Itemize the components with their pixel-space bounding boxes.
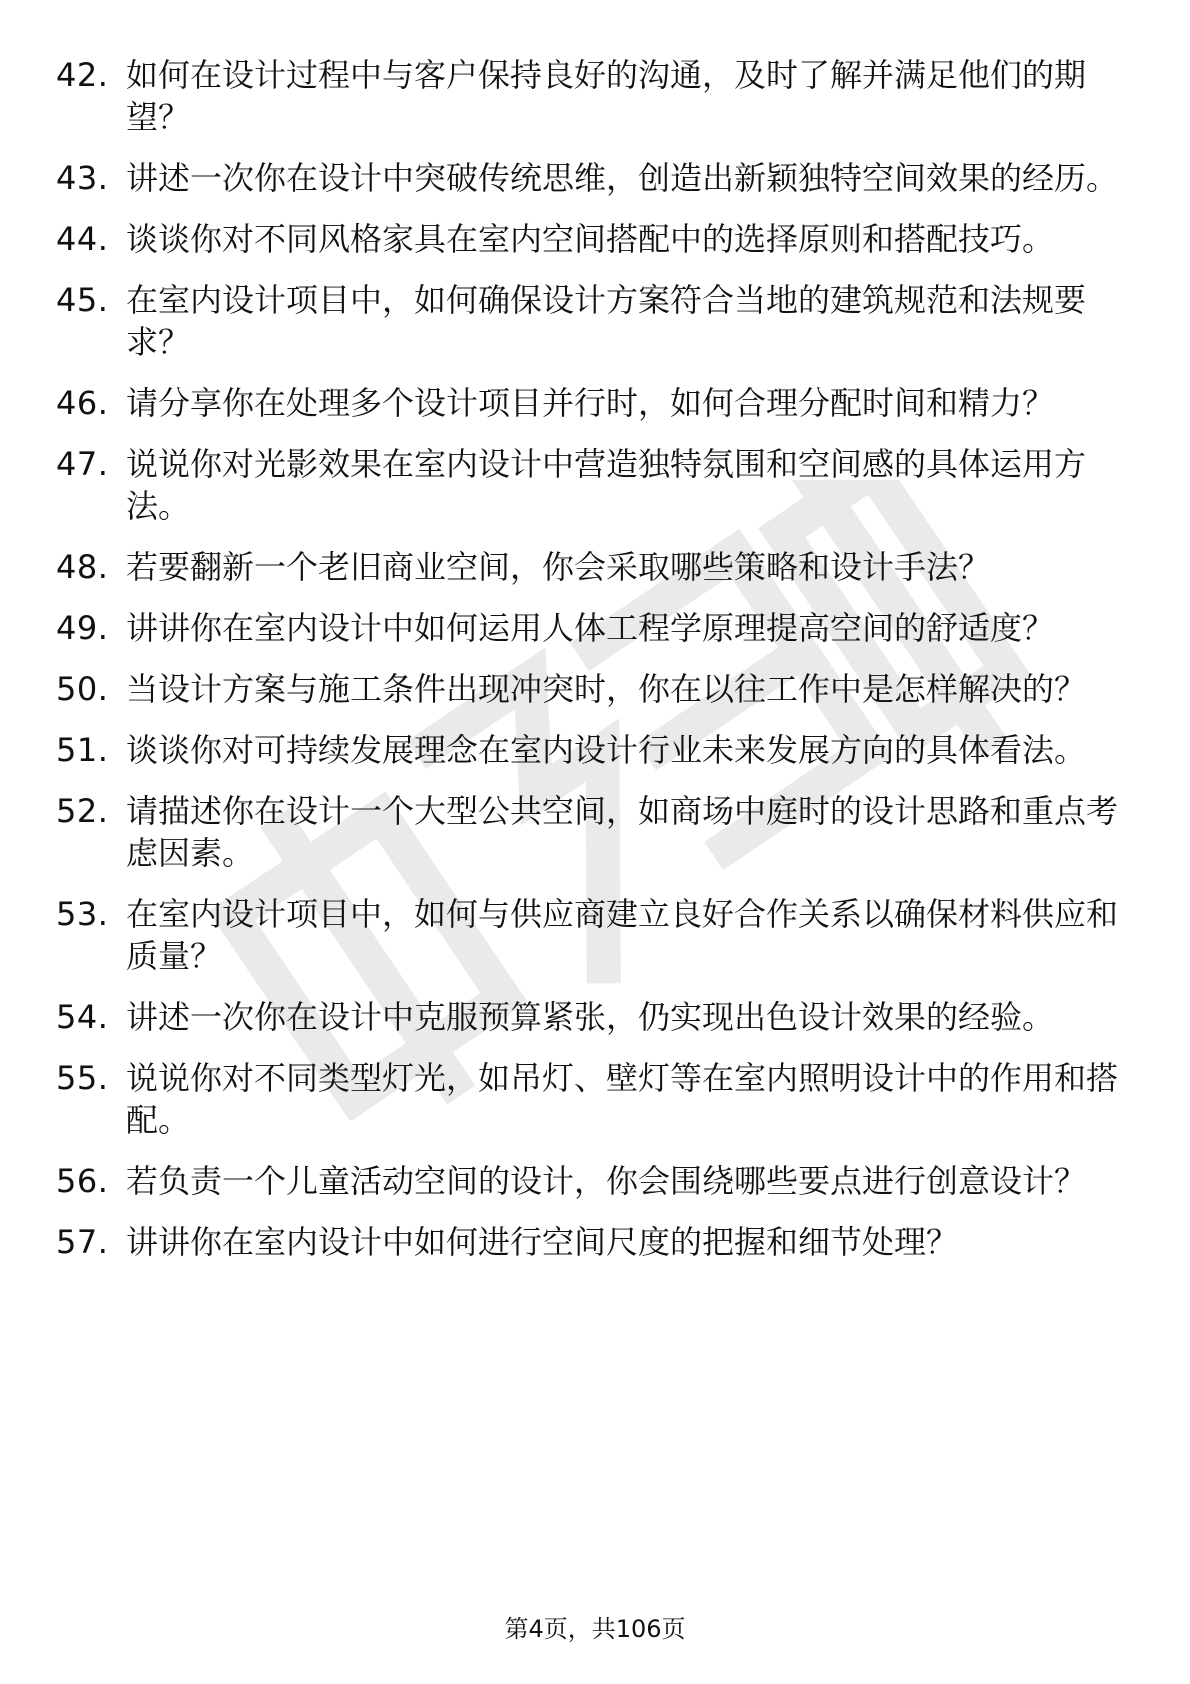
- question-item: [56, 279, 1136, 363]
- question-number: 44.: [56, 220, 109, 258]
- question-text: 讲述一次你在设计中突破传统思维，创造出新颖独特空间效果的经历。: [126, 159, 1119, 197]
- question-number: 49.: [56, 609, 109, 647]
- question-text: 若要翻新一个老旧商业空间，你会采取哪些策略和设计手法？: [126, 548, 991, 586]
- question-number: 53.: [56, 895, 109, 933]
- question-number: 55.: [56, 1059, 109, 1097]
- page-footer: [0, 1614, 1190, 1644]
- question-text: 若负责一个儿童活动空间的设计，你会围绕哪些要点进行创意设计？: [126, 1162, 1087, 1200]
- question-text: 说说你对不同类型灯光，如吊灯、壁灯等在室内照明设计中的作用和搭配。: [126, 1059, 1119, 1139]
- question-number: 42.: [56, 56, 109, 94]
- question-number: 52.: [56, 792, 109, 830]
- question-text: 谈谈你对可持续发展理念在室内设计行业未来发展方向的具体看法。: [126, 731, 1087, 769]
- question-text: 讲讲你在室内设计中如何运用人体工程学原理提高空间的舒适度？: [126, 609, 1055, 647]
- question-item: [56, 893, 1136, 977]
- question-item: [56, 443, 1136, 527]
- question-item: [56, 546, 1136, 588]
- page-number-label: 第4页，共106页: [504, 1615, 686, 1643]
- question-item: [56, 1057, 1136, 1141]
- question-item: [56, 157, 1136, 199]
- question-text: 请分享你在处理多个设计项目并行时，如何合理分配时间和精力？: [126, 384, 1055, 422]
- question-number: 46.: [56, 384, 109, 422]
- question-text: 讲讲你在室内设计中如何进行空间尺度的把握和细节处理？: [126, 1223, 959, 1261]
- question-number: 43.: [56, 159, 109, 197]
- question-list: [56, 54, 1136, 1282]
- question-number: 56.: [56, 1162, 109, 1200]
- question-text: 讲述一次你在设计中克服预算紧张，仍实现出色设计效果的经验。: [126, 998, 1055, 1036]
- question-item: [56, 607, 1136, 649]
- question-item: [56, 729, 1136, 771]
- question-item: [56, 54, 1136, 138]
- question-item: [56, 218, 1136, 260]
- question-number: 48.: [56, 548, 109, 586]
- question-item: [56, 668, 1136, 710]
- question-text: 请描述你在设计一个大型公共空间，如商场中庭时的设计思路和重点考虑因素。: [126, 792, 1119, 872]
- question-number: 47.: [56, 445, 109, 483]
- question-number: 51.: [56, 731, 109, 769]
- question-item: [56, 1160, 1136, 1202]
- question-text: 谈谈你对不同风格家具在室内空间搭配中的选择原则和搭配技巧。: [126, 220, 1055, 258]
- question-text: 在室内设计项目中，如何确保设计方案符合当地的建筑规范和法规要求？: [126, 281, 1087, 361]
- question-item: [56, 996, 1136, 1038]
- question-item: [56, 790, 1136, 874]
- question-number: 54.: [56, 998, 109, 1036]
- question-text: 说说你对光影效果在室内设计中营造独特氛围和空间感的具体运用方法。: [126, 445, 1087, 525]
- question-number: 45.: [56, 281, 109, 319]
- question-text: 当设计方案与施工条件出现冲突时，你在以往工作中是怎样解决的？: [126, 670, 1087, 708]
- question-item: [56, 382, 1136, 424]
- question-item: [56, 1221, 1136, 1263]
- question-number: 50.: [56, 670, 109, 708]
- question-text: 在室内设计项目中，如何与供应商建立良好合作关系以确保材料供应和质量？: [126, 895, 1119, 975]
- question-number: 57.: [56, 1223, 109, 1261]
- question-text: 如何在设计过程中与客户保持良好的沟通，及时了解并满足他们的期望？: [126, 56, 1087, 136]
